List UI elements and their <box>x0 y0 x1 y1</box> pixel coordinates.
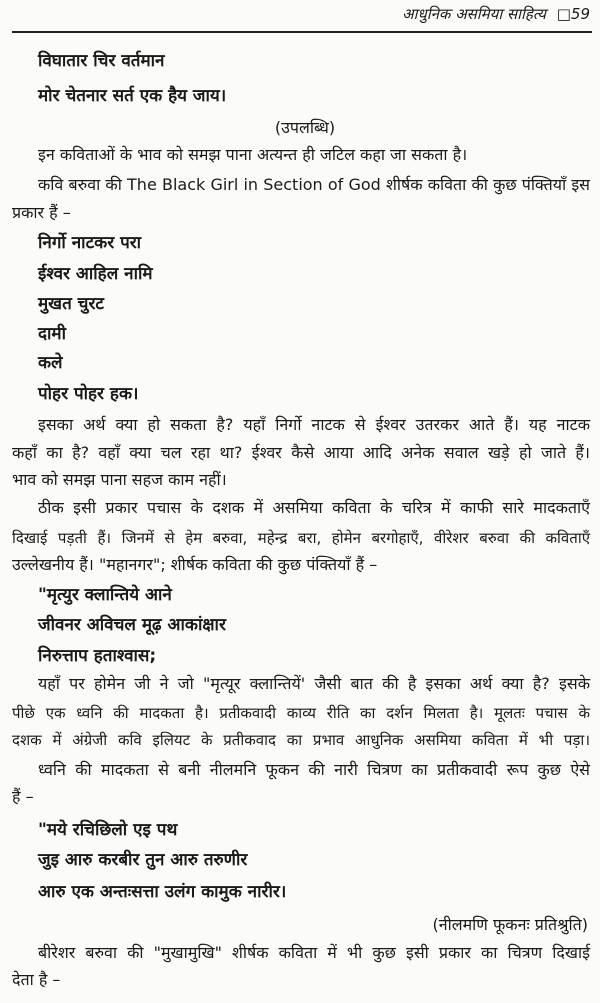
page-number: 59 <box>570 5 590 23</box>
paragraph-line: यहाँ पर होमेन जी ने जो "मृत्यूर क्लान्तियें' जैसी बात की है इसका अर्थ क्या है? इसके <box>38 674 590 693</box>
paragraph-line: ध्वनि की मादकता से बनी नीलमनि फूकन की नारी चित्रण का प्रतीकवादी रूप कुछ ऐसे <box>38 760 590 779</box>
verse-line: पोहर पोहर हक। <box>38 384 139 404</box>
verse-line: जुइ आरु करबीर तुन आरु तरुणीर <box>38 850 248 870</box>
paragraph-line: बीरेशर बरुवा की "मुखामुखि" शीर्षक कविता में भी कुछ इसी प्रकार का चित्रण दिखाई <box>38 943 590 962</box>
running-header <box>402 4 590 24</box>
verse-line: जीवनर अविचल मूढ़ आकांक्षार <box>38 615 226 635</box>
verse-line: आरु एक अन्तःसत्ता उलंग कामुक नारीर। <box>38 882 287 902</box>
paragraph-line: प्रकार हैं – <box>12 203 71 222</box>
verse-line: मोर चेतनार सर्त एक हैय जाय। <box>38 86 227 106</box>
paragraph-line: पीछे एक ध्वनि की मादकता है। प्रतीकवादी काव्य रीति का दर्शन मिलता है। मूलतः पचास के <box>12 704 590 722</box>
verse-line: "मये रचिछिलो एइ पथ <box>38 820 178 840</box>
paragraph-line: उल्लेखनीय हैं। "महानगर"; शीर्षक कविता की कुछ पंक्तियाँ हैं – <box>12 555 378 574</box>
paragraph-line: कहाँ का है? वहाँ क्या चल रहा था? ईश्वर कैसे आया आदि अनेक सवाल खड़े हो जाते हैं। <box>12 443 590 462</box>
header-rule <box>12 31 592 33</box>
verse-line: दामी <box>38 324 66 344</box>
verse-line: निर्गो नाटकर परा <box>38 233 142 253</box>
page-marker-icon: □ <box>556 5 571 23</box>
paragraph-line: इसका अर्थ क्या हो सकता है? यहाँ निर्गो नाटक से ईश्वर उतरकर आते हैं। यह नाटक <box>38 415 590 434</box>
paragraph-line: दिखाई पड़ती हैं। जिनमें से हेम बरुवा, महेन्द्र बरा, होमेन बरगोहाएँ, वीरेशर बरुवा की कविताएँ <box>12 529 590 547</box>
paragraph-line: दशक में अंग्रेजी कवि इलियट के प्रतीकवाद का प्रभाव आधुनिक असमिया कविता में भी पड़ा। <box>12 731 590 749</box>
verse-line: ईश्वर आहिल नामि <box>38 264 153 284</box>
book-title: आधुनिक असमिया साहित्य <box>402 5 546 23</box>
verse-line: निरुत्ताप हताश्वास; <box>38 646 157 666</box>
citation: (उपलब्धि) <box>274 118 336 137</box>
paragraph-line: इन कविताओं के भाव को समझ पाना अत्यन्त ही जटिल कहा जा सकता है। <box>38 145 468 164</box>
verse-line: कले <box>38 353 63 373</box>
paragraph-line: देता है – <box>12 970 61 989</box>
paragraph-line: ठीक इसी प्रकार पचास के दशक में असमिया कविता के चरित्र में काफी सारे मादकताएँ <box>38 498 590 517</box>
paragraph-line: हैं – <box>12 787 34 806</box>
verse-line: मुखत चुरट <box>38 294 104 314</box>
paragraph-line: भाव को समझ पाना सहज काम नहीं। <box>12 470 227 489</box>
paragraph-line: कवि बरुवा की The Black Girl in Section of God शीर्षक कविता की कुछ पंक्तियाँ इस <box>38 175 590 194</box>
citation: (नीलमणि फूकनः प्रतिश्रुति) <box>432 915 588 934</box>
verse-line: विघातार चिर वर्तमान <box>38 51 165 71</box>
verse-line: "मृत्युर क्लान्तिये आने <box>38 585 172 605</box>
